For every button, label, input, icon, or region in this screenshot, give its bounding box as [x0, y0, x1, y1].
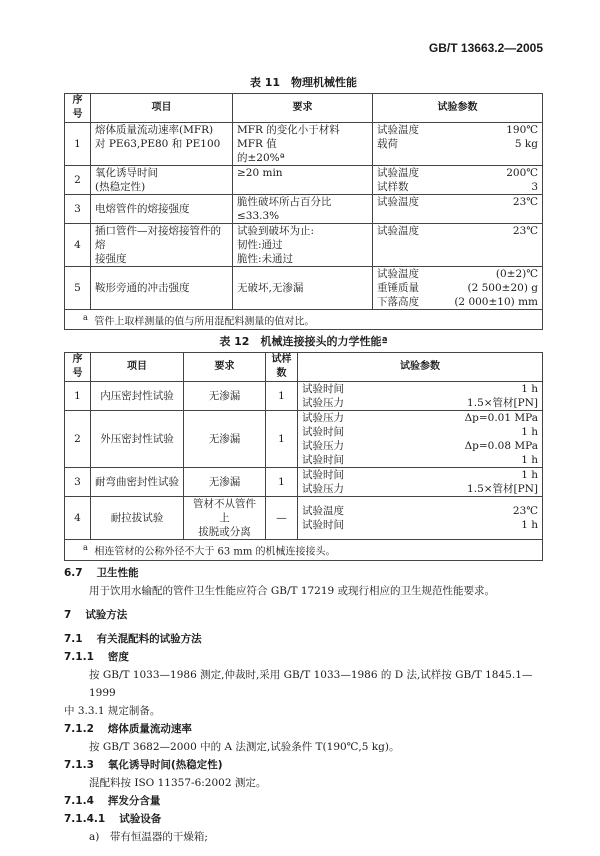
row-number: 3: [65, 468, 91, 497]
section-number: 6.7: [64, 566, 83, 579]
params-cell: [373, 267, 543, 310]
param-row: [377, 137, 538, 151]
param-row: [302, 468, 538, 482]
section-title: 氧化诱导时间(热稳定性): [107, 758, 223, 771]
table12: [64, 352, 543, 560]
param-name: 重锤质量: [377, 282, 419, 294]
footnote: 管件上取样测量的值与所用混配料测量的值对比。: [94, 316, 315, 328]
section-title: 密度: [107, 650, 129, 663]
footnote: 相连管材的公称外径不大于 63 mm 的机械连接接头。: [94, 546, 336, 558]
param-name: 下落高度: [377, 296, 419, 308]
list-item: a) 带有恒温器的干燥箱;: [89, 830, 208, 843]
requirement-cell: [233, 123, 373, 166]
param-row: [377, 267, 538, 281]
param-row: [302, 518, 538, 532]
requirement-cell: [233, 224, 373, 267]
cell-line: 插口管件—对接熔接管件的熔: [95, 225, 221, 251]
cell-line: 脆性破坏所占百分比: [237, 196, 332, 208]
sample-count: 1: [266, 382, 298, 411]
cell-line: 无破坏,无渗漏: [237, 282, 304, 294]
param-row: [302, 453, 538, 467]
row-number: 2: [65, 166, 91, 195]
paragraph: 用于饮用水输配的管件卫生性能应符合 GB/T 17219 或现行相应的卫生规范性能要求。: [89, 584, 496, 597]
footnote-row: [65, 310, 543, 330]
row-number: 3: [65, 195, 91, 224]
param-name: 试验压力: [302, 397, 344, 410]
table-row: [65, 195, 543, 224]
item-cell: [91, 195, 233, 224]
section-title: 试验设备: [119, 812, 162, 825]
cell-line: MFR 的变化小于材料 MFR 值: [237, 124, 340, 150]
item-cell: [91, 166, 233, 195]
standard-number: GB/T 13663.2—2005: [428, 41, 543, 55]
sample-count: 1: [266, 411, 298, 468]
param-name: 试样数: [377, 181, 409, 193]
param-row: [302, 439, 538, 453]
item-cell: 内压密封性试验: [91, 382, 184, 411]
param-value: 200℃: [506, 167, 538, 179]
param-value: 1 h: [521, 469, 538, 482]
param-value: Δp=0.01 MPa: [464, 412, 538, 425]
section-number: 7.1.2: [64, 722, 94, 735]
table-row: [65, 382, 543, 411]
table12-caption: 表 12 机械连接接头的力学性能ª: [219, 335, 388, 349]
params-cell: [298, 468, 543, 497]
col-header: 序号: [65, 94, 91, 123]
table-header-row: [65, 94, 543, 123]
table-header-row: [65, 353, 543, 382]
section-7-1: [64, 630, 554, 846]
param-value: 1 h: [521, 426, 538, 439]
param-row: [302, 482, 538, 496]
cell-line: 拔脱或分离: [198, 526, 251, 539]
param-name: 试验温度: [377, 196, 419, 208]
section-title: 有关混配料的试验方法: [96, 632, 202, 645]
row-number: 4: [65, 224, 91, 267]
table-row: [65, 468, 543, 497]
table-row: [65, 267, 543, 310]
section-7: [64, 606, 554, 624]
param-row: [377, 123, 538, 137]
params-cell: [373, 123, 543, 166]
param-row: [377, 295, 538, 309]
col-header: 试样数: [266, 353, 298, 382]
item-cell: 耐拉拔试验: [91, 497, 184, 540]
paragraph: 按 GB/T 3682—2000 中的 A 法测定,试验条件 T(190℃,5 kg)。: [89, 740, 400, 753]
row-number: 2: [65, 411, 91, 468]
row-number: 1: [65, 123, 91, 166]
table-row: [65, 411, 543, 468]
param-value: 190℃: [506, 124, 538, 136]
table11: [64, 93, 543, 330]
table11-caption: 表 11 物理机械性能: [249, 76, 358, 89]
requirement-cell: [184, 468, 266, 497]
param-name: 试验温度: [377, 167, 419, 179]
param-row: [377, 281, 538, 295]
param-name: 试验温度: [377, 225, 419, 237]
param-value: (2 000±10) mm: [454, 296, 538, 308]
item-cell: [91, 224, 233, 267]
col-header: 试验参数: [298, 353, 543, 382]
item-cell: 耐弯曲密封性试验: [91, 468, 184, 497]
param-value: 23℃: [512, 196, 538, 208]
footnote-mark: a: [83, 312, 88, 322]
param-row: [377, 195, 538, 209]
param-value: 1.5×管材[PN]: [467, 397, 538, 410]
param-row: [377, 166, 538, 180]
paragraph: 中 3.3.1 规定制备。: [64, 704, 161, 717]
param-value: 1 h: [521, 454, 538, 467]
requirement-cell: [233, 166, 373, 195]
param-name: 试验压力: [302, 440, 344, 453]
param-name: 试验温度: [377, 268, 419, 280]
col-header: 要求: [233, 94, 373, 123]
param-value: Δp=0.08 MPa: [464, 440, 538, 453]
section-title: 挥发分含量: [107, 794, 161, 807]
param-name: 试验时间: [302, 383, 344, 396]
col-header: 项目: [91, 353, 184, 382]
requirement-cell: [184, 411, 266, 468]
item-cell: [91, 123, 233, 166]
requirement-cell: [233, 195, 373, 224]
params-cell: [373, 166, 543, 195]
sample-count: —: [266, 497, 298, 540]
paragraph: 按 GB/T 1033—1986 测定,仲裁时,采用 GB/T 1033—1986 的 D 法,试样按 GB/T 1845.1—1999: [89, 668, 533, 699]
param-value: 3: [531, 181, 538, 193]
item-cell: [91, 267, 233, 310]
section-number: 7: [64, 608, 72, 621]
params-cell: [373, 224, 543, 267]
param-row: [377, 180, 538, 194]
cell-line: 无渗漏: [208, 476, 241, 489]
cell-line: 脆性:未通过: [237, 253, 294, 265]
param-name: 试验压力: [302, 483, 344, 496]
cell-line: 氧化诱导时间: [95, 167, 158, 179]
paragraph: 混配料按 ISO 11357-6:2002 测定。: [89, 776, 267, 789]
cell-line: 无渗漏: [208, 390, 241, 403]
cell-line: 鞍形旁通的冲击强度: [95, 282, 190, 294]
footnote-row: [65, 540, 543, 560]
col-header: 要求: [184, 353, 266, 382]
param-name: 试验时间: [302, 469, 344, 482]
section-title: 试验方法: [85, 608, 128, 621]
requirement-cell: [233, 267, 373, 310]
param-row: [302, 411, 538, 425]
params-cell: [298, 497, 543, 540]
sample-count: 1: [266, 468, 298, 497]
params-cell: [298, 382, 543, 411]
param-value: 5 kg: [514, 138, 538, 150]
param-name: 试验温度: [302, 505, 344, 518]
col-header: 项目: [91, 94, 233, 123]
table-row: [65, 497, 543, 540]
table-row: [65, 166, 543, 195]
param-name: 试验时间: [302, 454, 344, 467]
param-row: [377, 224, 538, 238]
cell-line: 韧性:通过: [237, 239, 283, 251]
cell-line: ≤33.3%: [237, 210, 280, 222]
section-number: 7.1.1: [64, 650, 94, 663]
table-row: [65, 123, 543, 166]
requirement-cell: [184, 382, 266, 411]
param-name: 试验时间: [302, 426, 344, 439]
table-row: [65, 224, 543, 267]
section-6-7: [64, 564, 554, 600]
param-row: [302, 396, 538, 410]
param-name: 试验压力: [302, 412, 344, 425]
param-value: 1 h: [521, 383, 538, 396]
cell-line: 无渗漏: [208, 433, 241, 446]
cell-line: 对 PE63,PE80 和 PE100: [95, 138, 221, 150]
section-title: 熔体质量流动速率: [107, 722, 192, 735]
cell-line: (热稳定性): [95, 181, 146, 193]
param-name: 试验时间: [302, 519, 344, 532]
row-number: 1: [65, 382, 91, 411]
param-value: (0±2)℃: [495, 268, 538, 280]
params-cell: [373, 195, 543, 224]
cell-line: 接强度: [95, 253, 127, 265]
cell-line: ≥20 min: [237, 167, 283, 179]
cell-line: 的±20%ª: [237, 152, 285, 164]
param-row: [302, 425, 538, 439]
param-row: [302, 382, 538, 396]
col-header: 试验参数: [373, 94, 543, 123]
param-value: 1.5×管材[PN]: [467, 483, 538, 496]
row-number: 4: [65, 497, 91, 540]
section-number: 7.1.3: [64, 758, 94, 771]
section-number: 7.1.4: [64, 794, 94, 807]
param-value: 23℃: [512, 225, 538, 237]
param-value: 1 h: [521, 519, 538, 532]
cell-line: 试验到破坏为止:: [237, 225, 315, 237]
item-cell: 外压密封性试验: [91, 411, 184, 468]
section-number: 7.1.4.1: [64, 812, 106, 825]
param-row: [302, 504, 538, 518]
row-number: 5: [65, 267, 91, 310]
cell-line: 管材不从管件上: [193, 498, 256, 525]
param-name: 试验温度: [377, 124, 419, 136]
param-name: 载荷: [377, 138, 398, 150]
param-value: (2 500±20) g: [467, 282, 538, 294]
footnote-mark: a: [83, 542, 88, 553]
section-number: 7.1: [64, 632, 83, 645]
params-cell: [298, 411, 543, 468]
col-header: 序号: [65, 353, 91, 382]
section-title: 卫生性能: [96, 566, 139, 579]
requirement-cell: [184, 497, 266, 540]
cell-line: 熔体质量流动速率(MFR): [95, 124, 214, 136]
cell-line: 电熔管件的熔接强度: [95, 203, 190, 215]
param-value: 23℃: [512, 505, 538, 518]
